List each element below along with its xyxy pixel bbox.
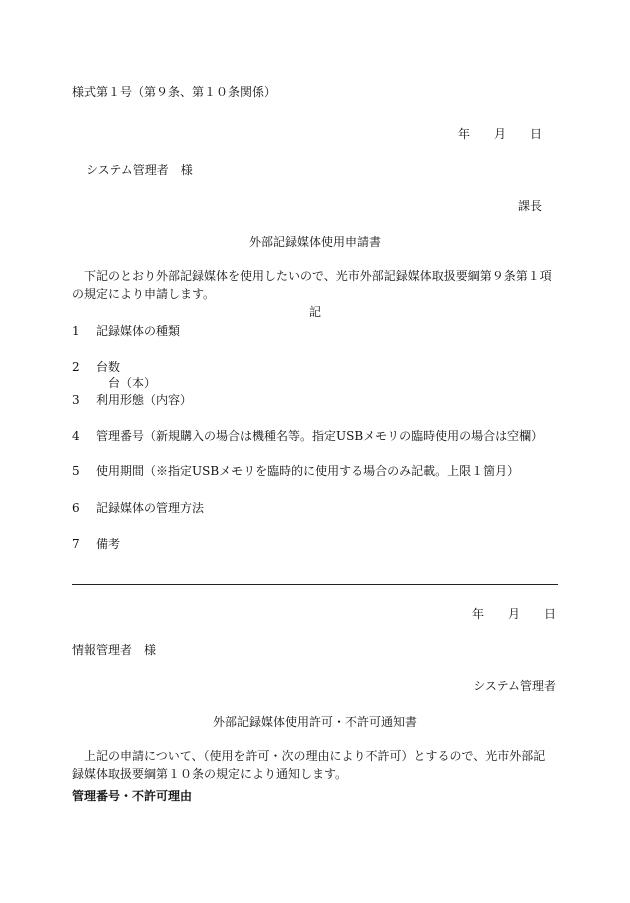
form-number: 様式第１号（第９条、第１０条関係） bbox=[72, 85, 277, 99]
reason-label: 管理番号・不許可理由 bbox=[72, 789, 193, 803]
item-number: 7 bbox=[72, 537, 80, 551]
section-divider bbox=[72, 584, 558, 585]
item-label: 管理番号（新規購入の場合は機種名等。指定USBメモリの臨時使用の場合は空欄） bbox=[96, 429, 544, 443]
list-item bbox=[72, 463, 519, 479]
application-addressee: システム管理者 様 bbox=[86, 163, 193, 177]
notice-addressee: 情報管理者 様 bbox=[72, 643, 157, 657]
notice-body: 上記の申請について、（使用を許可・次の理由により不許可）とするので、光市外部記録媒体取扱要綱第１０条の規定により通知します。 bbox=[72, 749, 546, 781]
ki-label: 記 bbox=[308, 305, 321, 319]
applicant-title: 課長 bbox=[517, 199, 542, 213]
item-number: 3 bbox=[72, 393, 80, 407]
list-item bbox=[72, 500, 204, 516]
item-label: 備考 bbox=[96, 537, 121, 551]
item-label: 記録媒体の種類 bbox=[96, 324, 181, 338]
notice-title: 外部記録媒体使用許可・不許可通知書 bbox=[212, 715, 417, 729]
item-number: 5 bbox=[72, 464, 80, 478]
list-item bbox=[72, 392, 192, 408]
application-body: 下記のとおり外部記録媒体を使用したいので、光市外部記録媒体取扱要綱第９条第１項の規定により申請します。 bbox=[72, 269, 552, 301]
item-label: 記録媒体の管理方法 bbox=[96, 501, 205, 515]
application-date: 年 月 日 bbox=[457, 127, 542, 141]
item-label: 利用形態（内容） bbox=[96, 393, 193, 407]
list-item bbox=[72, 536, 120, 552]
list-item bbox=[72, 359, 120, 375]
notice-date: 年 月 日 bbox=[471, 607, 556, 621]
item-number: 1 bbox=[72, 324, 80, 338]
item-number: 4 bbox=[72, 429, 80, 443]
item-number: 2 bbox=[72, 360, 80, 374]
list-item bbox=[72, 323, 180, 339]
item-label: 台数 bbox=[96, 360, 121, 374]
list-item bbox=[72, 428, 543, 444]
item-number: 6 bbox=[72, 501, 80, 515]
unit-text: 台（本） bbox=[108, 376, 157, 390]
notice-sender: システム管理者 bbox=[473, 679, 556, 693]
item-label: 使用期間（※指定USBメモリを臨時的に使用する場合のみ記載。上限１箇月） bbox=[96, 464, 520, 478]
application-title: 外部記録媒体使用申請書 bbox=[248, 235, 381, 249]
